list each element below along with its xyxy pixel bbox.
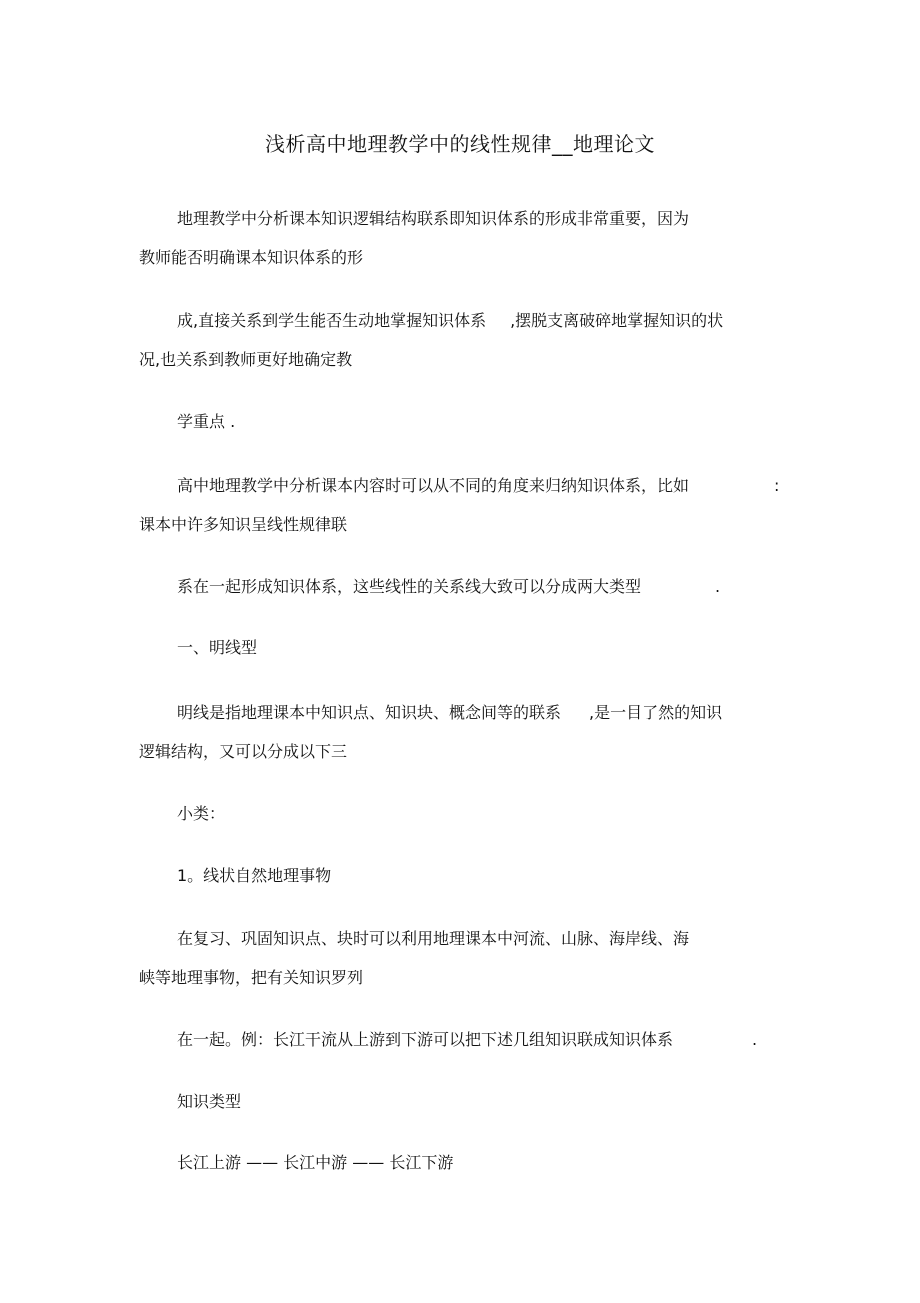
paragraph-2-line-2: 况,也关系到教师更好地确定教 (139, 350, 353, 369)
paragraph-2-line-1 (177, 309, 723, 333)
paragraph-10-line-1: 在复习、巩固知识点、块时可以利用地理课本中河流、山脉、海岸线、海 (177, 929, 690, 948)
paragraph-12-line-1: 知识类型 (177, 1092, 242, 1111)
paragraph-4-colon: : (774, 476, 780, 495)
paragraph-11-period: . (752, 1030, 758, 1049)
paragraph-4-line-2: 课本中许多知识呈线性规律联 (139, 515, 348, 534)
paragraph-4-line-1: 高中地理教学中分析课本内容时可以从不同的角度来归纳知识体系，比如 (177, 476, 690, 495)
paragraph-5-line-1: 系在一起形成知识体系，这些线性的关系线大致可以分成两大类型 (177, 577, 642, 596)
document-title: 浅析高中地理教学中的线性规律__地理论文 (265, 132, 655, 156)
paragraph-13-line-1: 长江上游 —— 长江中游 —— 长江下游 (177, 1153, 454, 1172)
paragraph-7-line-1-part-2: ,是一目了然的知识 (589, 703, 723, 722)
paragraph-7-line-1-part-1: 明线是指地理课本中知识点、知识块、概念间等的联系 (177, 703, 562, 722)
paragraph-2-line-1-part-1: 成,直接关系到学生能否生动地掌握知识体系 (177, 311, 487, 330)
section-heading-1: 一、明线型 (177, 638, 258, 657)
paragraph-11-line-1: 在一起。例：长江干流从上游到下游可以把下述几组知识联成知识体系 (177, 1030, 674, 1049)
paragraph-7-line-1 (177, 701, 722, 725)
paragraph-2-line-1-part-2: ,摆脱支离破碎地掌握知识的状 (510, 311, 724, 330)
paragraph-1-line-2: 教师能否明确课本知识体系的形 (139, 248, 364, 267)
paragraph-10-line-2: 峡等地理事物，把有关知识罗列 (139, 968, 364, 987)
paragraph-5-period: . (715, 577, 721, 596)
paragraph-3-line-1: 学重点 . (177, 412, 236, 431)
subsection-heading-1: 1。线状自然地理事物 (177, 866, 332, 885)
paragraph-7-line-2: 逻辑结构，又可以分成以下三 (139, 742, 348, 761)
paragraph-8-line-1: 小类： (177, 804, 226, 823)
paragraph-1-line-1: 地理教学中分析课本知识逻辑结构联系即知识体系的形成非常重要，因为 (177, 209, 690, 228)
